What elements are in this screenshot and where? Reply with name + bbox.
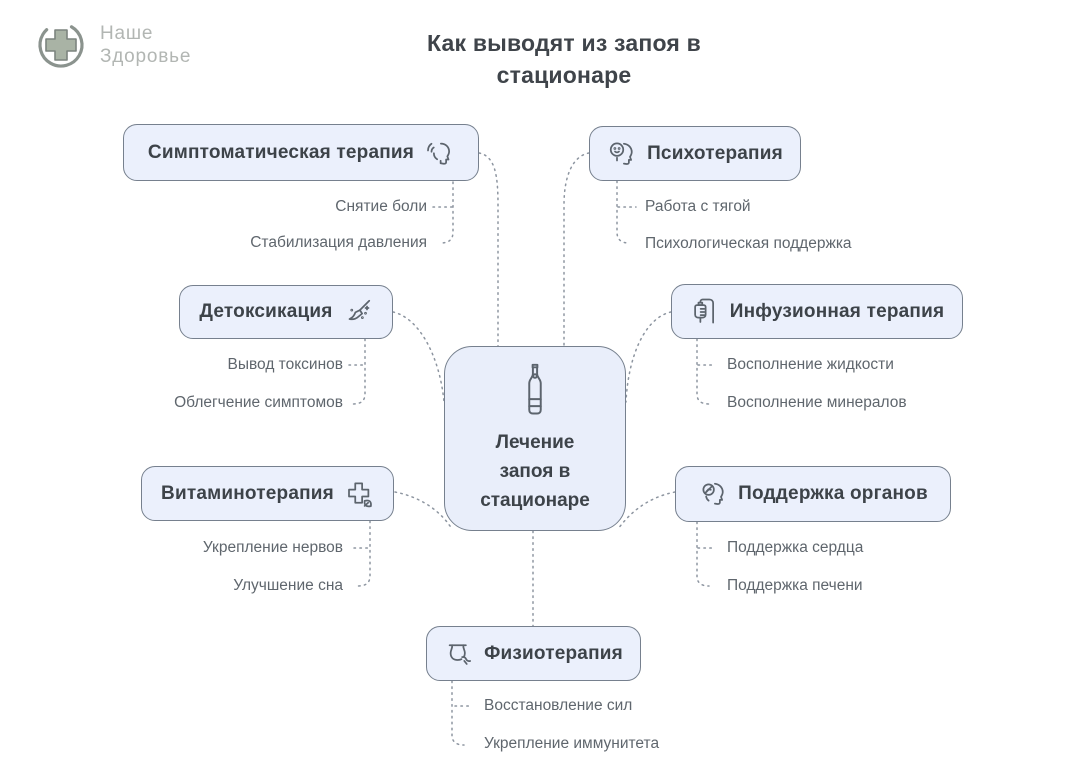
- sub-item: Вывод токсинов: [227, 356, 343, 373]
- branch-symptomatic-therapy: [123, 124, 479, 181]
- branch-organ-support: [675, 466, 951, 522]
- bottle-icon: [518, 362, 552, 418]
- branch-label: Детоксикация: [199, 301, 333, 322]
- logo-line1: Наше: [100, 23, 154, 44]
- logo-text: [100, 22, 191, 68]
- head-smile-icon: [607, 139, 637, 169]
- sub-item: Поддержка печени: [727, 577, 863, 594]
- branch-label: Физиотерапия: [484, 642, 623, 664]
- sub-item: Поддержка сердца: [727, 539, 864, 556]
- branch-vitamin-therapy: [141, 466, 394, 521]
- sub-item: Психологическая поддержка: [645, 235, 852, 252]
- clinic-logo: [36, 20, 191, 70]
- branch-label: Инфузионная терапия: [729, 300, 945, 322]
- branch-detox: [179, 285, 393, 339]
- broom-sparkles-icon: [343, 297, 373, 327]
- branch-physiotherapy: [426, 626, 641, 681]
- branch-psychotherapy: [589, 126, 801, 181]
- sub-item: Укрепление иммунитета: [484, 735, 660, 752]
- branch-label: Витаминотерапия: [161, 482, 334, 504]
- logo-line2: Здоровье: [100, 46, 192, 67]
- sub-item: Работа с тягой: [645, 198, 751, 215]
- branch-infusion-therapy: [671, 284, 963, 339]
- sub-item: Снятие боли: [335, 198, 427, 215]
- medical-cross-logo-icon: [36, 20, 86, 70]
- branch-label: Симптоматическая терапия: [147, 141, 415, 163]
- center-node: [444, 346, 626, 531]
- iv-drip-icon: [690, 297, 720, 327]
- sub-item: Улучшение сна: [233, 577, 343, 594]
- sub-item: Восполнение жидкости: [727, 356, 894, 373]
- sub-item: Восполнение минералов: [727, 394, 907, 411]
- sub-item: Облегчение симптомов: [174, 394, 343, 411]
- sub-item: Восстановление сил: [484, 697, 633, 714]
- sub-item: Укрепление нервов: [202, 539, 343, 556]
- branch-label: Психотерапия: [647, 142, 783, 164]
- page-title: Как выводят из запоя в стационаре: [427, 30, 701, 89]
- cupping-jar-icon: [444, 639, 474, 669]
- head-organ-icon: [698, 479, 728, 509]
- branch-label: Поддержка органов: [738, 483, 928, 504]
- cross-leaf-icon: [344, 479, 374, 509]
- head-pain-icon: [424, 138, 454, 168]
- sub-item: Стабилизация давления: [250, 234, 427, 251]
- center-node-label: Лечение запоя в стационаре: [480, 432, 590, 511]
